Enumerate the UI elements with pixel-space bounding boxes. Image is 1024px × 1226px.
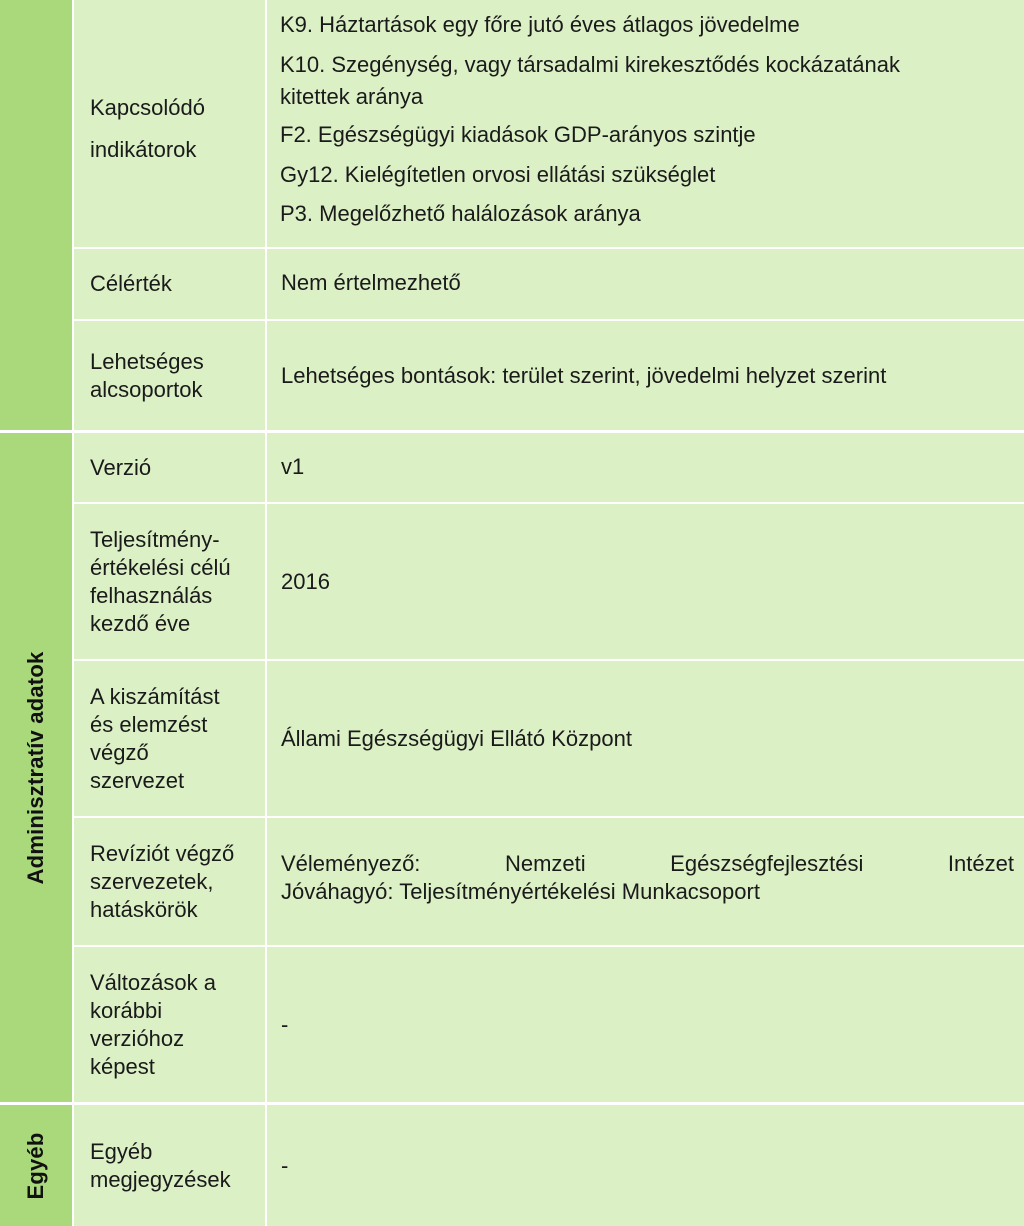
- section-label-egyeb: Egyéb: [23, 1131, 48, 1200]
- alcsoportok-value: [267, 321, 1024, 430]
- kapcsolodo-indikatorok-label: [74, 0, 265, 247]
- label-line: A kiszámítást: [90, 683, 220, 709]
- label-line: Revíziót végző: [90, 840, 235, 866]
- label-line: megjegyzések: [90, 1166, 231, 1192]
- indicator-item: K10. Szegénység, vagy társadalmi kirekesztődés kockázatának: [280, 52, 900, 77]
- value-text: Nem értelmezhető: [281, 270, 461, 295]
- revizio-label: [74, 818, 265, 945]
- kezdo-eve-value: [267, 504, 1024, 659]
- valtozasok-value: [267, 947, 1024, 1102]
- value-text: -: [281, 1011, 289, 1037]
- section-band-egyeb: [0, 1105, 72, 1226]
- label-line: értékelési célú: [90, 554, 231, 580]
- label-line: szervezetek,: [90, 868, 214, 894]
- szervezet-value: [267, 661, 1024, 816]
- indicator-item: P3. Megelőzhető halálozások aránya: [280, 201, 641, 226]
- label-line: felhasználás: [90, 582, 213, 608]
- value-text: 2016: [281, 568, 330, 594]
- celertek-value: [267, 249, 1024, 319]
- indicator-item: Gy12. Kielégítetlen orvosi ellátási szükséglet: [280, 162, 716, 187]
- label-line: szervezet: [90, 767, 185, 793]
- label-line: verzióhoz: [90, 1025, 185, 1051]
- alcsoportok-label: [74, 321, 265, 430]
- label-line: Verzió: [90, 454, 152, 480]
- megjegyzesek-label: [74, 1105, 265, 1226]
- indicator-item-continuation: kitettek aránya: [280, 84, 424, 109]
- valtozasok-label: [74, 947, 265, 1102]
- section-band-top: [0, 0, 72, 430]
- label-line: Egyéb: [90, 1138, 153, 1164]
- label-line: hatáskörök: [90, 896, 198, 922]
- label-line: alcsoportok: [90, 376, 203, 402]
- label-line: indikátorok: [90, 136, 197, 162]
- value-word: Egészségfejlesztési: [670, 851, 864, 876]
- label-line: Lehetséges: [90, 348, 204, 374]
- label-line: Célérték: [90, 271, 172, 296]
- label-line: végző: [90, 739, 149, 765]
- kapcsolodo-indikatorok-value: [267, 0, 1024, 247]
- indicator-item: F2. Egészségügyi kiadások GDP-arányos szintje: [280, 122, 756, 147]
- celertek-label: [74, 249, 265, 319]
- szervezet-label: [74, 661, 265, 816]
- indicator-item: K9. Háztartások egy főre jutó éves átlagos jövedelme: [280, 12, 800, 37]
- label-line: Teljesítmény-: [90, 526, 220, 552]
- label-line: képest: [90, 1053, 155, 1079]
- value-text: -: [281, 1152, 289, 1178]
- label-line: kezdő éve: [90, 610, 191, 636]
- value-text: Jóváhagyó: Teljesítményértékelési Munkacsoport: [281, 879, 760, 904]
- label-line: korábbi: [90, 997, 163, 1023]
- label-line: Kapcsolódó: [90, 94, 205, 120]
- value-text: Lehetséges bontások: terület szerint, jövedelmi helyzet szerint: [281, 362, 887, 388]
- label-line: Változások a: [90, 969, 216, 995]
- verzio-label: [74, 433, 265, 502]
- section-label-adminisztrativ: Adminisztratív adatok: [23, 651, 48, 884]
- verzio-value: [267, 433, 1024, 502]
- value-text: Állami Egészségügyi Ellátó Központ: [281, 725, 632, 751]
- value-word: Nemzeti: [504, 851, 586, 876]
- label-line: és elemzést: [90, 711, 208, 737]
- section-band-adminisztrativ: [0, 433, 72, 1102]
- value-word: Véleményező:: [281, 851, 421, 876]
- revizio-value: [267, 818, 1024, 945]
- value-word: Intézet: [947, 851, 1014, 876]
- value-text: v1: [281, 454, 305, 479]
- revizio-line-1: [281, 850, 1014, 878]
- megjegyzesek-value: [267, 1105, 1024, 1226]
- kezdo-eve-label: [74, 504, 265, 659]
